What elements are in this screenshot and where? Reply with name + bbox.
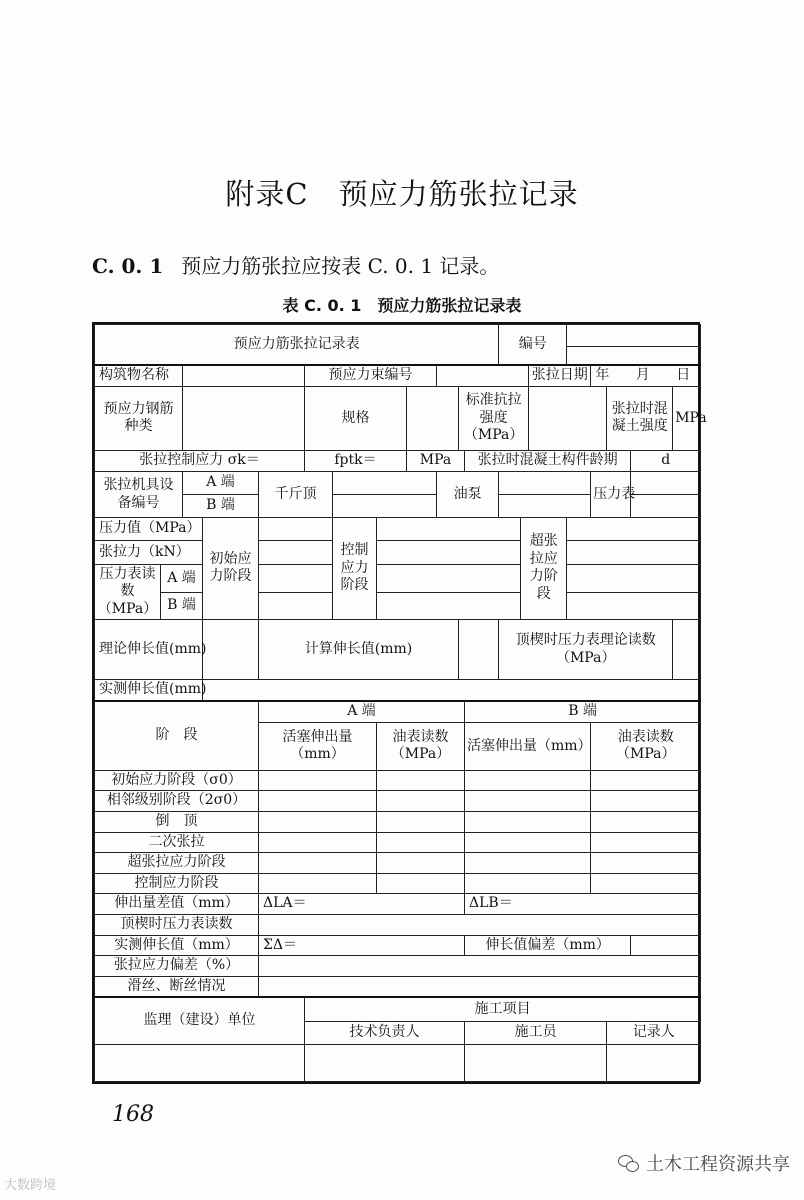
concrete-age-label: 张拉时混凝土构件龄期 — [465, 450, 631, 472]
wedge-theory-reading-label: 顶楔时压力表理论读数（MPa） — [499, 620, 673, 680]
theory-elongation-value[interactable] — [203, 620, 259, 680]
stress-deviation-label: 张拉应力偏差（%） — [95, 956, 259, 977]
oil-a-header: 油表读数（MPa） — [377, 723, 465, 770]
page-title: 附录C 预应力筋张拉记录 — [225, 177, 579, 211]
serial-label: 编号 — [499, 325, 567, 365]
std-strength-label: 标准抗拉强度（MPa） — [459, 386, 529, 450]
stage-cell[interactable] — [377, 832, 465, 853]
gauge-label: 压力表 — [591, 472, 631, 517]
tech-lead-label: 技术负责人 — [305, 1022, 465, 1045]
fptk-label: fptk＝ — [305, 450, 407, 472]
tech-lead-sign-cell[interactable] — [305, 1044, 465, 1081]
stage-cell[interactable] — [465, 770, 591, 791]
gauge-reading-end-a: A 端 — [161, 565, 203, 593]
over-pressure-value[interactable] — [567, 517, 701, 541]
stage-cell[interactable] — [591, 811, 701, 832]
stage-end-a-header: A 端 — [259, 701, 465, 723]
stage-cell[interactable] — [591, 873, 701, 894]
worker-label: 施工员 — [465, 1022, 607, 1045]
wedge-gauge-value[interactable] — [259, 914, 701, 935]
gauge-b-value[interactable] — [631, 495, 701, 518]
supervision-sign-cell[interactable] — [95, 1044, 305, 1081]
page-number: 168 — [112, 1102, 154, 1127]
elong-deviation-label: 伸长值偏差（mm） — [465, 935, 631, 956]
stage-cell[interactable] — [259, 873, 377, 894]
stage-row-label: 倒 顶 — [95, 811, 259, 832]
jack-a-value[interactable] — [333, 472, 437, 495]
oil-b-header: 油表读数（MPa） — [591, 723, 701, 770]
measured-elong-label: 实测伸长值（mm） — [95, 935, 259, 956]
stage-row-label: 二次张拉 — [95, 832, 259, 853]
delta-la[interactable]: ΔLA＝ — [259, 894, 465, 915]
tension-date-value[interactable] — [591, 365, 701, 387]
pump-label: 油泵 — [437, 472, 499, 517]
control-gauge-b-value[interactable] — [377, 592, 521, 620]
steel-type-value[interactable] — [183, 386, 305, 450]
slip-label: 滑丝、断丝情况 — [95, 976, 259, 997]
over-force-value[interactable] — [567, 541, 701, 565]
stage-cell[interactable] — [377, 770, 465, 791]
stage-cell[interactable] — [259, 770, 377, 791]
watermark-right — [618, 1150, 790, 1176]
day-label: 日 — [676, 367, 691, 383]
table-caption: 表 C. 0. 1 预应力筋张拉记录表 — [282, 296, 522, 315]
year-label: 年 — [595, 367, 610, 383]
stage-cell[interactable] — [591, 791, 701, 812]
initial-pressure-value[interactable] — [259, 517, 333, 541]
slip-value[interactable] — [259, 976, 701, 997]
control-stress-mpa: MPa — [407, 450, 465, 472]
control-force-value[interactable] — [377, 541, 521, 565]
control-stage-label: 控制应力阶段 — [333, 517, 377, 620]
structure-name-value[interactable] — [183, 365, 305, 387]
tension-date-label: 张拉日期 — [529, 365, 591, 387]
spec-value[interactable] — [407, 386, 459, 450]
stage-cell[interactable] — [465, 853, 591, 874]
recorder-label: 记录人 — [607, 1022, 701, 1045]
watermark-right-text: 土木工程资源共享 — [646, 1154, 790, 1175]
elongation-diff-label: 伸出量差值（mm） — [95, 894, 259, 915]
stage-cell[interactable] — [591, 770, 701, 791]
concrete-age-unit: d — [631, 450, 701, 472]
stage-cell[interactable] — [377, 791, 465, 812]
over-gauge-a-value[interactable] — [567, 565, 701, 593]
measured-elongation-value[interactable] — [203, 680, 701, 702]
over-stage-label: 超张拉应力阶段 — [521, 517, 567, 620]
stage-cell[interactable] — [465, 873, 591, 894]
month-label: 月 — [635, 367, 650, 383]
clause-number: C. 0. 1 — [92, 254, 164, 278]
stage-header: 阶 段 — [95, 701, 259, 770]
serial-value-cell-2[interactable] — [567, 346, 701, 365]
watermark-left: 大数跨境 — [4, 1178, 57, 1193]
initial-gauge-b-value[interactable] — [259, 592, 333, 620]
stage-cell[interactable] — [377, 873, 465, 894]
stage-cell[interactable] — [591, 853, 701, 874]
stage-row-label: 初始应力阶段（σ0） — [95, 770, 259, 791]
pump-a-value[interactable] — [499, 472, 591, 495]
jack-label: 千斤顶 — [259, 472, 333, 517]
structure-name-label: 构筑物名称 — [95, 365, 183, 387]
elong-deviation-value[interactable] — [631, 935, 701, 956]
gauge-reading-label: 压力表读数（MPa） — [95, 565, 161, 620]
calc-elongation-label: 计算伸长值(mm) — [259, 620, 459, 680]
sum-delta[interactable]: ΣΔ＝ — [259, 935, 465, 956]
control-gauge-a-value[interactable] — [377, 565, 521, 593]
theory-elongation-label: 理论伸长值(mm) — [95, 620, 203, 680]
tendon-id-label: 预应力束编号 — [305, 365, 437, 387]
tendon-id-value[interactable] — [437, 365, 529, 387]
calc-elongation-value[interactable] — [459, 620, 499, 680]
control-pressure-value[interactable] — [377, 517, 521, 541]
spec-label: 规格 — [305, 386, 407, 450]
stage-cell[interactable] — [465, 811, 591, 832]
initial-stage-label: 初始应力阶段 — [203, 517, 259, 620]
delta-lb[interactable]: ΔLB＝ — [465, 894, 701, 915]
stage-end-b-header: B 端 — [465, 701, 701, 723]
clause — [92, 250, 499, 279]
std-strength-value[interactable] — [529, 386, 607, 450]
tension-record-form — [92, 322, 707, 1084]
concrete-strength-label: 张拉时混凝土强度 — [607, 386, 673, 450]
stage-row-label: 控制应力阶段 — [95, 873, 259, 894]
stage-cell[interactable] — [259, 791, 377, 812]
jack-b-value[interactable] — [333, 495, 437, 518]
stage-cell[interactable] — [377, 811, 465, 832]
initial-gauge-a-value[interactable] — [259, 565, 333, 593]
wedge-theory-reading-value[interactable] — [673, 620, 701, 680]
equipment-label: 张拉机具设备编号 — [95, 472, 183, 517]
recorder-sign-cell[interactable] — [607, 1044, 701, 1081]
piston-a-header: 活塞伸出量（mm） — [259, 723, 377, 770]
control-stress-label: 张拉控制应力 σk＝ — [95, 450, 305, 472]
force-label: 张拉力（kN） — [95, 541, 203, 565]
stage-cell[interactable] — [259, 832, 377, 853]
measured-elongation-label: 实测伸长值(mm) — [95, 680, 203, 702]
piston-b-header: 活塞伸出量（mm） — [465, 723, 591, 770]
gauge-reading-end-b: B 端 — [161, 592, 203, 620]
stage-cell[interactable] — [465, 832, 591, 853]
stage-cell[interactable] — [465, 791, 591, 812]
concrete-strength-mpa: MPa — [673, 386, 701, 450]
wechat-icon — [618, 1154, 640, 1172]
stage-row-label: 超张拉应力阶段 — [95, 853, 259, 874]
stage-cell[interactable] — [377, 853, 465, 874]
wedge-gauge-label: 顶楔时压力表读数 — [95, 914, 259, 935]
gauge-a-value[interactable] — [631, 472, 701, 495]
steel-type-label: 预应力钢筋种类 — [95, 386, 183, 450]
stage-cell[interactable] — [259, 853, 377, 874]
stress-deviation-value[interactable] — [259, 956, 701, 977]
construction-project-label: 施工项目 — [305, 997, 701, 1022]
clause-text: 预应力筋张拉应按表 C. 0. 1 记录。 — [181, 254, 500, 278]
stage-row-label: 相邻级别阶段（2σ0） — [95, 791, 259, 812]
over-gauge-b-value[interactable] — [567, 592, 701, 620]
equipment-end-a: A 端 — [183, 472, 259, 495]
serial-value-cell[interactable] — [567, 325, 701, 347]
form-title: 预应力筋张拉记录表 — [95, 325, 499, 365]
stage-cell[interactable] — [591, 832, 701, 853]
supervision-unit-label: 监理（建设）单位 — [95, 997, 305, 1044]
pump-b-value[interactable] — [499, 495, 591, 518]
worker-sign-cell[interactable] — [465, 1044, 607, 1081]
initial-force-value[interactable] — [259, 541, 333, 565]
equipment-end-b: B 端 — [183, 495, 259, 518]
pressure-label: 压力值（MPa） — [95, 517, 203, 541]
stage-cell[interactable] — [259, 811, 377, 832]
